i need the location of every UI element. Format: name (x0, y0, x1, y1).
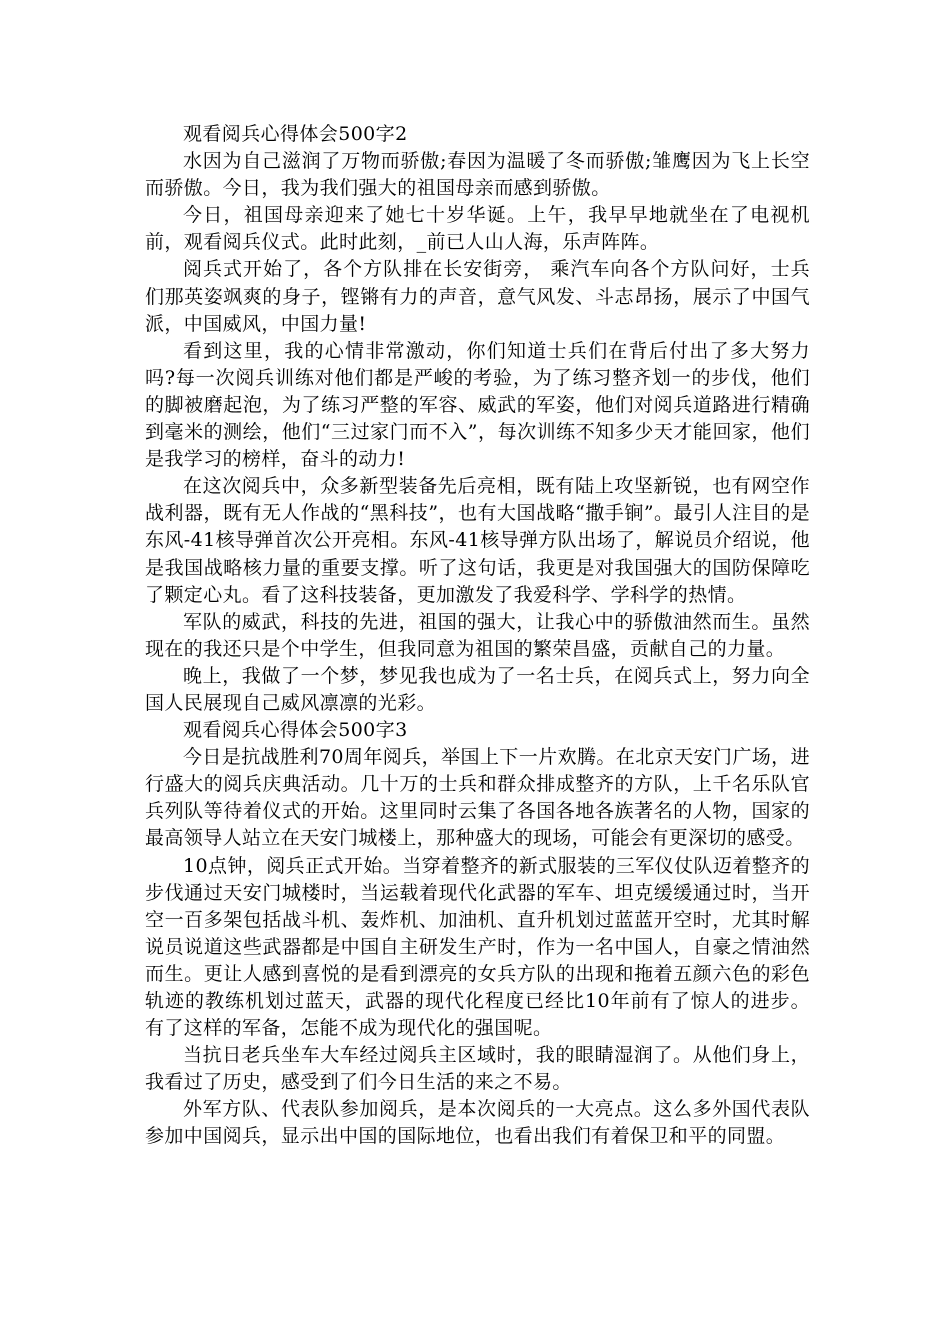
paragraph: 看到这里，我的心情非常激动，你们知道士兵们在背后付出了多大努力吗?每一次阅兵训练对他们都是严峻的考验，为了练习整齐划一的步伐，他们的脚被磨起泡，为了练习严整的军容、威武的军姿，他们对阅兵道路进行精确到毫米的测绘，他们“三过家门而不入”，每次训练不知多少天才能回家，他们是我学习的榜样，奋斗的动力! (145, 339, 810, 471)
section-heading: 观看阅兵心得体会500字3 (183, 719, 408, 742)
paragraph: 水因为自己滋润了万物而骄傲;春因为温暖了冬而骄傲;雏鹰因为飞上长空而骄傲。今日，我为我们强大的祖国母亲而感到骄傲。 (145, 150, 810, 200)
paragraph: 阅兵式开始了，各个方队排在长安街旁， 乘汽车向各个方队问好，士兵们那英姿飒爽的身子，铿锵有力的声音，意气风发、斗志昂扬，展示了中国气派，中国威风，中国力量! (145, 258, 810, 335)
paragraph: 在这次阅兵中，众多新型装备先后亮相，既有陆上攻坚新锐，也有网空作战利器，既有无人作战的“黑科技”，也有大国战略“撒手锏”。最引人注目的是东风-41核导弹首次公开亮相。东风-41核导弹方队出场了，解说员介绍说，他是我国战略核力量的重要支撑。听了这句话，我更是对我国强大的国防保障吃了颗定心丸。看了这科技装备，更加激发了我爱科学、学科学的热情。 (145, 475, 810, 606)
paragraph: 10点钟，阅兵正式开始。当穿着整齐的新式服装的三军仪仗队迈着整齐的步伐通过天安门城楼时，当运载着现代化武器的军车、坦克缓缓通过时，当开空一百多架包括战斗机、轰炸机、加油机、直升机划过蓝蓝开空时，尤其时解说员说道这些武器都是中国自主研发生产时，作为一名中国人，自豪之情油然而生。更让人感到喜悦的是看到漂亮的女兵方队的出现和拖着五颜六色的彩色轨迹的教练机划过蓝天，武器的现代化程度已经比10年前有了惊人的进步。有了这样的军备，怎能不成为现代化的强国呢。 (145, 854, 810, 1040)
paragraph: 军队的威武，科技的先进，祖国的强大，让我心中的骄傲油然而生。虽然现在的我还只是个中学生，但我同意为祖国的繁荣昌盛，贡献自己的力量。 (145, 610, 810, 660)
paragraph: 晚上，我做了一个梦，梦见我也成为了一名士兵，在阅兵式上，努力向全国人民展现自己威风凛凛的光彩。 (145, 664, 810, 714)
paragraph: 外军方队、代表队参加阅兵，是本次阅兵的一大亮点。这么多外国代表队参加中国阅兵，显示出中国的国际地位，也看出我们有着保卫和平的同盟。 (145, 1098, 810, 1148)
paragraph: 今日是抗战胜利70周年阅兵，举国上下一片欢腾。在北京天安门广场，进行盛大的阅兵庆典活动。几十万的士兵和群众排成整齐的方队，上千名乐队官兵列队等待着仪式的开始。这里同时云集了各国各地各族著名的人物，国家的最高领导人站立在天安门城楼上，那种盛大的现场，可能会有更深切的感受。 (145, 746, 810, 850)
paragraph: 当抗日老兵坐车大车经过阅兵主区域时，我的眼睛湿润了。从他们身上，我看过了历史，感受到了们今日生活的来之不易。 (145, 1044, 810, 1094)
section-heading: 观看阅兵心得体会500字2 (183, 123, 408, 145)
paragraph: 今日，祖国母亲迎来了她七十岁华诞。上午，我早早地就坐在了电视机前，观看阅兵仪式。此时此刻，_前已人山人海，乐声阵阵。 (145, 204, 810, 254)
document-body (145, 121, 810, 1151)
